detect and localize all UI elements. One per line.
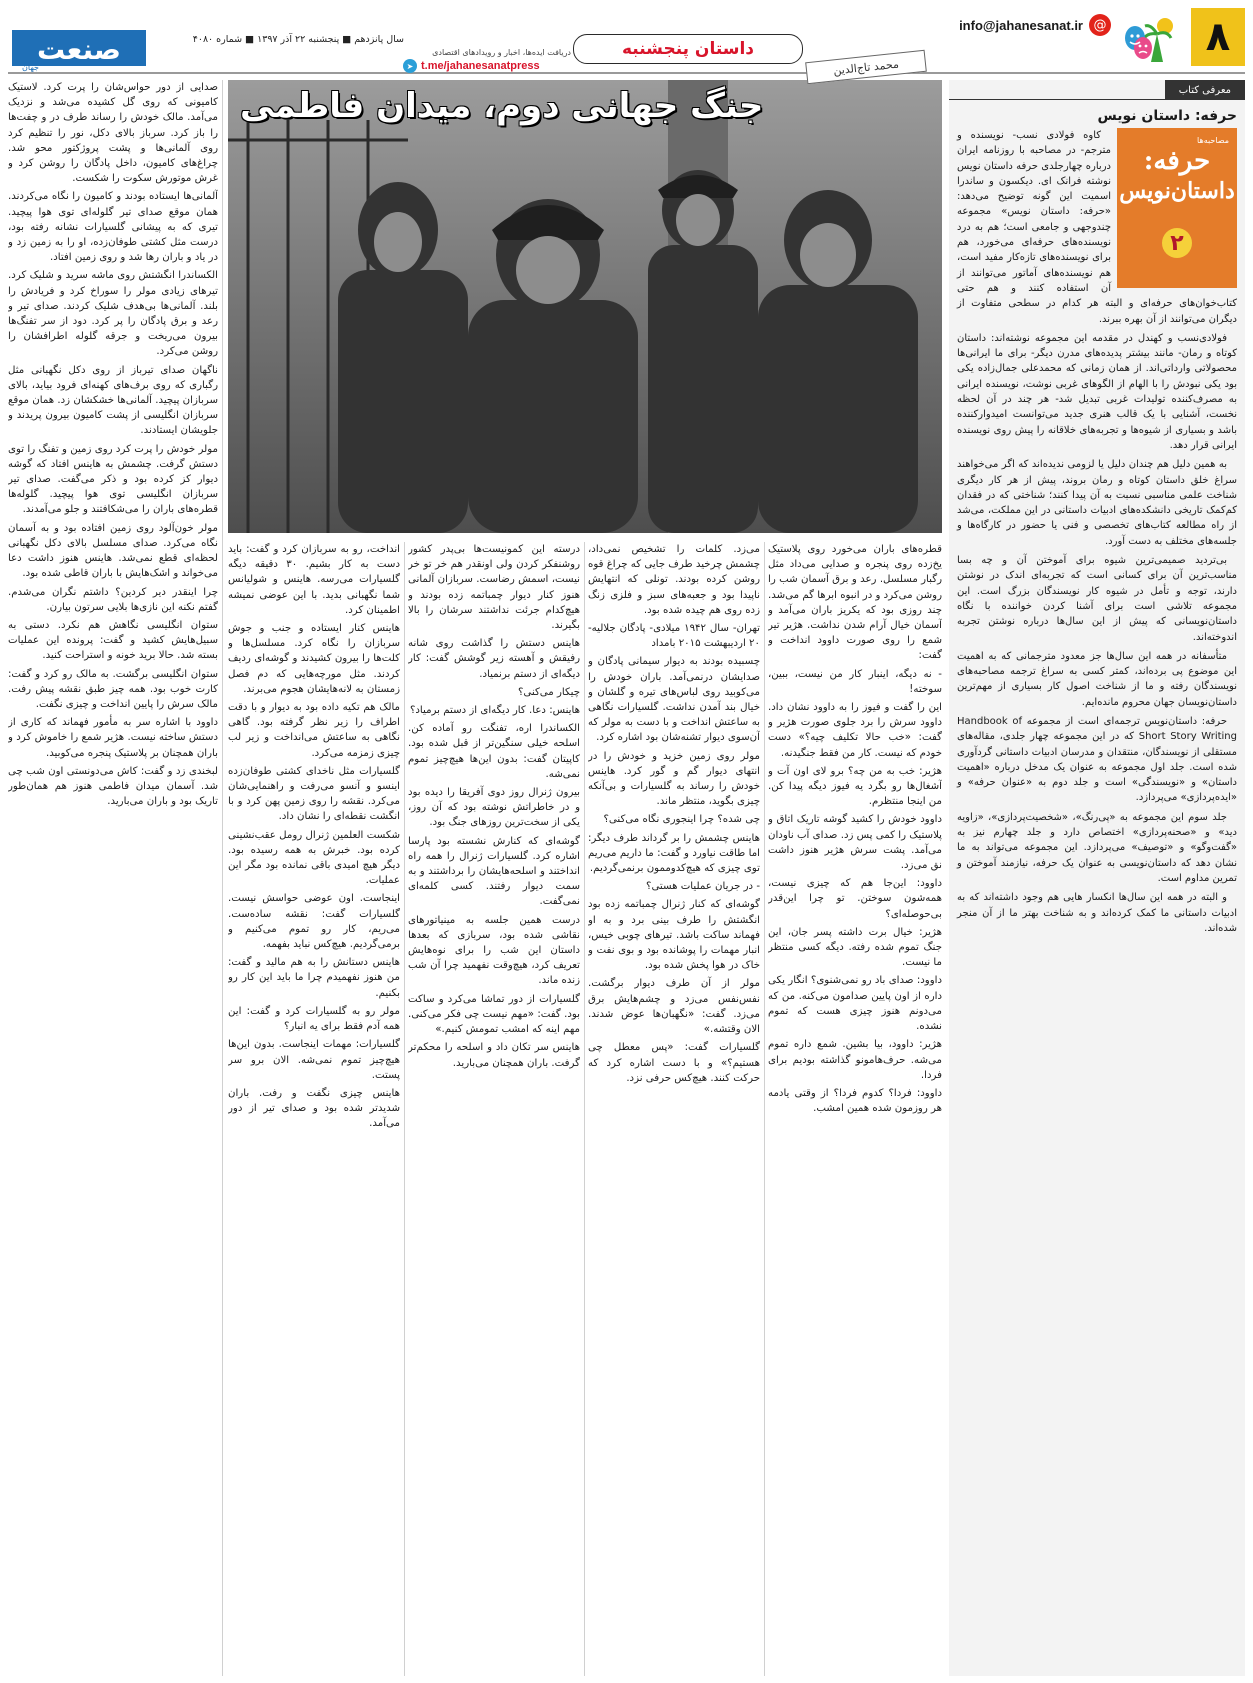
- article-paragraph: گلسیارات مثل ناخدای کشتی طوفان‌زده اینسو و آنسو می‌رفت و راهنمایی‌شان می‌کرد. نقشه را روی زمین پهن کرد و با انگشت نقطه‌ای را نشان داد.: [228, 765, 400, 823]
- sidebar-rule: [949, 99, 1245, 100]
- issue-info: سال پانزدهم ■ پنجشنبه ۲۲ آذر ۱۳۹۷ ■ شماره ۴۰۸۰: [192, 34, 404, 45]
- article-paragraph: شکست العلمین ژنرال رومل عقب‌نشینی کرده بود. خبرش به همه رسیده بود. دیگر هیچ امیدی باقی نمانده بود مگر این عملیات.: [228, 829, 400, 887]
- telegram-block[interactable]: [403, 48, 571, 73]
- article-paragraph: هژیر: خب به من چه؟ برو لای اون آت و آشغال‌ها رو بگرد یه فیوز دیگه پیدا کن. من اینجا منتظرم.: [768, 765, 942, 808]
- article-paragraph: هاینس سر تکان داد و اسلحه را محکم‌تر گرفت. باران همچنان می‌بارید.: [408, 1042, 580, 1069]
- article-paragraph: الکساندرا انگشتش روی ماشه سرید و شلیک کرد. تیرهای زیادی مولر را سوراخ کرد و فریادش را بلند. آلمانی‌ها بی‌هدف شلیک کردند. صدای تیر و رعد و برق پادگان را پر کرد. دود از سر تفنگ‌ها بیرون می‌ریخت و جرقه گلوله اطرافشان را روشن می‌کرد.: [8, 270, 218, 358]
- article-paragraph: - در جریان عملیات هستی؟: [646, 881, 760, 893]
- column-divider: [222, 80, 223, 1676]
- sidebar-title: حرفه: داستان نویس: [1097, 108, 1237, 124]
- article-paragraph: مولر خودش را پرت کرد روی زمین و تفنگ را توی دستش گرفت. چشمش به هاینس افتاد که گوشه دیوار کز کرده بود و ذکر می‌گفت. صدای تیر سربازان انگلیسی توی هوا پیچید. گلوله‌ها قطره‌های باران را می‌شکافتند و جلو می‌آمدند.: [8, 443, 218, 516]
- article-paragraph: انداخت، رو به سربازان کرد و گفت: باید دست به کار بشیم. ۳۰ دقیقه دیگه گلسیارات می‌رسه. هاینس و شولیانس شما نگهبانی بدید. با این عوضی نمیشه اطمینان کرد.: [228, 544, 400, 616]
- sidebar-paragraph: جلد سوم این مجموعه به «پی‌رنگ»، «شخصیت‌پردازی»، «زاویه دید» و «صحنه‌پردازی» اختصاص دارد و جلد چهارم نیز به «گفت‌وگو» و «توصیف» می‌پردازد. این مجموعه می‌تواند به ما نشان دهد که داستان‌نویسی به عنوان یک حرفه، نیازمند آموختن و تمرین مداوم است.: [957, 811, 1237, 884]
- book-cover-title-2: داستان‌نویس: [1119, 178, 1235, 204]
- article-paragraph: داوود خودش را کشید گوشه تاریک اتاق و پلاستیک را کمی پس زد. صدای آب ناودان می‌آمد. پشت سرش هژیر هنوز داشت نق می‌زد.: [768, 814, 942, 872]
- article-paragraph: چرا اینقدر دیر کردین؟ داشتم نگران می‌شدم. گفتم نکنه این نازی‌ها بلایی سرتون بیارن.: [8, 586, 218, 613]
- article-paragraph: - نه دیگه، اینبار کار من نیست، ببین، سوخته!: [768, 668, 942, 695]
- article-paragraph: گوشه‌ای که کنارش نشسته بود پارسا اشاره کرد. گلسیارات ژنرال را همه راه انداختند و اسلحه‌هایشان را برداشتند و به سمت دیوار رفتند. کسی کلمه‌ای نمی‌گفت.: [408, 835, 580, 908]
- sidebar-paragraph: به همین دلیل هم چندان دلیل یا لزومی ندیده‌اند که اگر می‌خواهند سراغ خلق داستان کوتاه و رمان بروند، پیش از هر کار دیگری شناخت علمی مناسبی نسبت به آن پیدا کنند؛ شناختی که در فقدان کم‌کمک تاریخی دانشکده‌های ادبیات داستانی در این مملکت، می‌شد از راه مطالعه کتاب‌های تخصصی و فنی یا حضور در کارگاه‌ها و جلسه‌های مختلف به دست آورد.: [957, 459, 1237, 547]
- svg-text:صنعت: صنعت: [37, 33, 121, 66]
- article-paragraph: این را گفت و فیوز را به داوود نشان داد. داوود سرش را برد جلوی صورت هژیر و گفت: «خب حالا تکلیف چیه؟» دست خودم که نیست. کار من فقط جنگیدنه.: [768, 702, 942, 759]
- section-title: داستان پنجشنبه: [573, 34, 803, 64]
- article-paragraph: قطره‌های باران می‌خورد روی پلاستیک یخ‌زده روی پنجره و صدایی می‌داد مثل رگبار مسلسل. رعد و برق آسمان شب را روشن می‌کرد و در انبوه ابرها گم می‌شد. چند روزی بود که یکریز باران می‌آمد و آسمان خیال آرام شدن نداشت. هژیر تیر شمع را روی صورت داوود انداخت و گفت:: [768, 544, 942, 662]
- book-cover-title-1: حرفه:: [1143, 146, 1211, 176]
- article-paragraph: هاینس کنار ایستاده و جنب و جوش سربازان را نگاه کرد. مسلسل‌ها و کلت‌ها را بیرون کشیدند و گوشه‌ای ردیف کردند. مثل مورچه‌هایی که دم فصل زمستان به لانه‌هایشان هجوم می‌برند.: [228, 623, 400, 695]
- article-paragraph: مولر از آن طرف دیوار برگشت. نفس‌نفس می‌زد و چشم‌هایش برق می‌زد. گفت: «نگهبان‌ها عوض شدند. الان وقتشه.»: [588, 978, 760, 1036]
- email-contact[interactable]: [959, 14, 1111, 36]
- article-paragraph: گلسیارات گفت: «پس معطل چی هستیم؟» و با دست اشاره کرد که حرکت کنند. هیچ‌کس حرفی نزد.: [588, 1042, 760, 1084]
- article-paragraph: هاینس دستش را گذاشت روی شانه رفیقش و آهسته زیر گوشش گفت: کار دیگه‌ای از دستم برنمیاد.: [408, 638, 580, 680]
- telegram-icon: ➤: [403, 59, 417, 73]
- email-address[interactable]: info@jahanesanat.ir: [959, 17, 1083, 33]
- sidebar-paragraph: کاوه فولادی نسب- نویسنده و مترجم- در مصاحبه با روزنامه ایران درباره چهارجلدی حرفه داستان نویس نوشته فرانک ای. دیکسون و ساندرا اسمیت این گونه توضیح می‌دهد: «حرفه: داستان نویس» مجموعه چندوجهی و جامعی است؛ هم به درد نویسنده‌های حرفه‌ای می‌خورد، هم برای نویسنده‌های تازه‌کار مفید است، هم نویسنده‌های آماتور می‌توانند از آن استفاده کنند و هم حتی کتاب‌خوان‌های حرفه‌ای و البته هر کدام در سطحی متفاوت از دیگران می‌توانند از آن بهره ببرند.: [957, 130, 1237, 325]
- page-number: ۸: [1191, 8, 1245, 66]
- article-paragraph: گلسیارات از دور تماشا می‌کرد و ساکت بود. گفت: «مهم نیست چی فکر می‌کنی. مهم اینه که امشب تمومش کنیم.»: [408, 993, 580, 1036]
- column-divider: [584, 542, 585, 1676]
- sidebar-tab: معرفی کتاب: [1165, 80, 1245, 100]
- article-paragraph: داوود: صدای باد رو نمی‌شنوی؟ انگار یکی داره از اون پایین صدامون می‌کنه. من که می‌دونم هنوز چیزی هست که تموم نشده.: [768, 975, 942, 1033]
- article-column-left: [8, 80, 218, 1676]
- article-paragraph: ستوان انگلیسی نگاهش هم نکرد. دستی به سبیل‌هایش کشید و گفت: پرونده این عملیات بسته شد. حالا برید خونه و استراحت کنید.: [8, 619, 218, 662]
- article-paragraph: داوود با اشاره سر به مأمور فهماند که کاری از دستش ساخته نیست. هژیر شمع را خاموش کرد و باران همچنان بر پلاستیک پنجره می‌کوبید.: [8, 717, 218, 759]
- article-paragraph: هژیر: خیال برت داشته پسر جان، این جنگ تموم شده رفته. دیگه کسی منتظر ما نیست.: [768, 926, 942, 969]
- telegram-link[interactable]: t.me/jahanesanatpress: [421, 60, 540, 72]
- telegram-note: دریافت ایده‌ها، اخبار و رویدادهای اقتصادی: [432, 48, 571, 57]
- book-review-sidebar: [949, 80, 1245, 1676]
- sidebar-paragraph: حرفه: داستان‌نویس ترجمه‌ای است از مجموعه Handbook of Short Story Writing که در این مجموعه چهار جلدی، مقاله‌های مستقلی از نویسندگان، منتقدان و مدرسان ادبیات داستانی گردآوری شده است. جلد اول مجموعه به عنوان یک مدخل درباره «اهمیت داستان» و «نویسندگی» است و جلد دوم به «عنوان حرفه» و «ایده‌پردازی» می‌پردازد.: [957, 715, 1237, 804]
- page-header: [8, 8, 1245, 74]
- article-column-1: [768, 542, 942, 1676]
- theater-masks-icon: [1121, 12, 1187, 66]
- article-paragraph: چسبیده بودند به دیوار سیمانی پادگان و صدایشان درنمی‌آمد. باران خودش را می‌کوبید روی لباس‌های تیره و گلشان و خیال بند آمدن نداشت. گلسیارات نگاهی به ساعتش انداخت و با دست به مولر که آن‌سوی دیوار تشنه‌شان بود اشاره کرد.: [588, 656, 760, 744]
- article-paragraph: گلسیارات: مهمات اینجاست. بدون این‌ها هیچ‌چیز تموم نمی‌شه. الان برو سر پستت.: [228, 1039, 400, 1081]
- column-divider: [764, 542, 765, 1676]
- article-paragraph: هاینس چیزی نگفت و رفت. باران شدیدتر شده بود و صدای تیر از دور می‌آمد.: [228, 1087, 400, 1130]
- sidebar-paragraph: فولادی‌نسب و کهندل در مقدمه این مجموعه نوشته‌اند: داستان کوتاه و رمان- مانند بیشتر پدیده‌های مدرن دیگر- برای ما ایرانی‌ها محصولاتی وارداتی‌اند. از همان زمانی که محمدعلی جمال‌زاده یکی بود یکی نبودش را با الهام از الگوهای غربی نوشت، نویسنده ایرانی به مصرف‌کننده تولیدات غربی تبدیل شد- هر چند در آن لحظه نخست، آشنایی با یک قالب هنری جدید می‌توانست امیدوارکننده باشد و بسیاری از شیوه‌ها و تجربه‌های خلاقانه را پیش روی نویسنده ایرانی قرار دهد.: [957, 332, 1237, 451]
- article-paragraph: هاینس: دعا. کار دیگه‌ای از دستم برمیاد؟: [409, 705, 580, 717]
- article-column-4: [228, 542, 400, 1676]
- article-paragraph: هاینس چشمش را بر گرداند طرف دیگر: اما طاقت نیاورد و گفت: ما داریم می‌ریم توی چیزی که هیچ‌کدوممون برنمی‌گردیم.: [588, 832, 760, 875]
- article-paragraph: مولر رو به گلسیارات کرد و گفت: این همه آدم فقط برای یه انبار؟: [228, 1005, 400, 1033]
- article-paragraph: داوود: فردا؟ کدوم فردا؟ از وقتی یادمه هر روزمون شده همین امشب.: [768, 1087, 942, 1115]
- newspaper-logo: [12, 26, 146, 72]
- email-icon: @: [1089, 14, 1111, 36]
- article-paragraph: می‌زد. کلمات را تشخیص نمی‌داد، چشمش چرخید طرف جایی که چراغ قوه روشن کرده بودند. تونلی که انتهایش ناپیدا بود و جعبه‌های سبز و فلزی زنگ زده روی هم چیده شده بود.: [588, 544, 760, 616]
- article-paragraph: مولر روی زمین خزید و خودش را در انتهای دیوار گم و گور کرد. هاینس خودش را رساند به گلسیارات و بی‌آنکه چیزی بگوید، منتظر ماند.: [588, 750, 760, 808]
- article-paragraph: چیکار می‌کنی؟: [517, 686, 580, 698]
- article-paragraph: درست همین جلسه به مینیاتورهای نقاشی شده بود، سربازی که بعدها داستان این شب را برای نوه‌هایش تعریف کرد، هیچ‌وقت نفهمید چرا آن شب زنده ماند.: [408, 914, 580, 987]
- article-paragraph: داوود: این‌جا هم که چیزی نیست، همه‌شون سوختن. تو چرا این‌قدر بی‌حوصله‌ای؟: [768, 878, 942, 920]
- book-cover-number: ۲: [1162, 228, 1192, 258]
- book-cover-top: مصاحبه‌ها: [1197, 136, 1229, 145]
- article-paragraph: الکساندرا اره، تفنگت رو آماده کن. اسلحه خیلی سنگین‌تر از قبل شده بود. کاپیتان گفت: بدون این‌ها هیچ‌چیز تموم نمی‌شه.: [408, 723, 580, 780]
- article-paragraph: چی شده؟ چرا اینجوری نگاه می‌کنی؟: [603, 814, 760, 826]
- article-paragraph: ستوان انگلیسی برگشت. به مالک رو کرد و گفت: کارت خوب بود. همه چیز طبق نقشه پیش رفت. مالک سرش را پایین انداخت و چیزی نگفت.: [8, 668, 218, 710]
- sidebar-paragraph: و البته در همه این سال‌ها انکسار هایی هم وجود داشته‌اند که به ادبیات داستانی ما کمک کرده‌اند و به شناخت بهتر ما از آن منجر شده‌اند.: [957, 892, 1237, 934]
- war-photo: [228, 80, 942, 533]
- article-paragraph: تهران- سال ۱۹۴۲ میلادی- پادگان جلالیه- ۲۰ اردیبهشت ۲۰۱۵ بامداد: [588, 623, 760, 650]
- article-paragraph: لبخندی زد و گفت: کاش می‌دونستی اون شب چی شد. آسمان میدان فاطمی هنوز هم همان‌طور تاریک بود و باران می‌بارید.: [8, 765, 218, 808]
- sidebar-body: [957, 128, 1237, 940]
- article-byline: محمد تاج‌الدین: [805, 50, 927, 84]
- article-column-2: [588, 542, 760, 1676]
- article-paragraph: اینجاست. اون عوضی حواسش نیست. گلسیارات گفت: نقشه ساده‌ست. می‌ریم، کار رو تموم می‌کنیم و برمی‌گردیم. هیچ‌کس نباید بفهمه.: [228, 893, 400, 951]
- article-paragraph: ناگهان صدای تیرباز از روی دکل نگهبانی مثل رگباری که روی برف‌های کهنه‌ای فرود بیاید، بالای سربازان پیچید. آلمانی‌ها خشکشان زد. همان موقع سربازان انگلیسی از پشت کامیون بیرون پریدند و جلویشان ایستادند.: [8, 364, 218, 437]
- article-paragraph: مالک هم تکیه داده بود به دیوار و با دقت اطراف را زیر نظر گرفته بود. گاهی نگاهی به ساعتش می‌انداخت و زیر لب چیزی زمزمه می‌کرد.: [228, 702, 400, 759]
- article-headline: جنگ جهانی دوم، میدان فاطمی: [240, 86, 764, 126]
- article-paragraph: آلمانی‌ها ایستاده بودند و کامیون را نگاه می‌کردند. همان موقع صدای تیر گلوله‌ای توی هوا پیچید. تیری که به پیشانی گلسیارات نشانه رفته بود، درست مثل کشتی طوفان‌زده، او را به زمین زد و در یاد و باران رها شد و روی زمین افتاد.: [8, 191, 218, 264]
- article-paragraph: مولر خون‌آلود روی زمین افتاده بود و به آسمان نگاه می‌کرد. صدای مسلسل بالای دکل نگهبانی لحظه‌ای قطع نمی‌شد. هاینس هنوز داشت دعا می‌خواند و اشک‌هایش با باران قاطی شده بود.: [8, 522, 218, 580]
- svg-text:جهان: جهان: [22, 63, 39, 72]
- article-paragraph: صدایی از دور حواس‌شان را پرت کرد. لاستیک کامیونی که روی گل کشیده می‌شد و نزدیک می‌آمد. مالک خودش را رساند طرف در و چفت‌ها را باز کرد. سرباز بالای دکل، نور را تنظیم کرد روی آلمانی‌ها و پشت پروژکتور محو شد. چراغ‌های کامیون، داخل پادگان را روشن کرد و غرش موتورش سکوت را شکست.: [8, 82, 218, 185]
- column-divider: [404, 542, 405, 1676]
- article-column-3: [408, 542, 580, 1676]
- article-paragraph: هژیر: داوود، بیا بشین. شمع داره تموم می‌شه. حرف‌هامونو گذاشته بودیم برای فردا.: [768, 1039, 942, 1081]
- article-paragraph: بیرون ژنرال روز دوی آفریقا را دیده بود و در خاطراتش نوشته بود که آن روز، یکی از سخت‌ترین روزهای جنگ بود.: [408, 787, 580, 829]
- sidebar-paragraph: بی‌تردید صمیمی‌ترین شیوه برای آموختن آن و چه بسا مناسب‌ترین آن برای کسانی است که تجربه‌ای اندک در نوشتن دارند، توجه و تأمل در شیوه کار نویسندگان بزرگ است. این مجموعه تلاشی است برای آشنا کردن خواننده با نگاه داستان‌نویسانی که پیش از این سال‌ها درباره نوشتن تجربه اندوخته‌اند.: [957, 555, 1237, 643]
- article-paragraph: هاینس دستانش را به هم مالید و گفت: من هنوز نفهمیدم چرا ما باید این کار رو بکنیم.: [228, 957, 400, 999]
- article-paragraph: درسته این کمونیست‌ها بی‌پدر کشور روشنفکر کردن ولی اونقدر هم خر تو خر نیست، اسمش رضاست. سربازان آلمانی هنوز کنار دیوار چمباتمه زده بودند و هیچ‌کدام جرئت نداشتند سرشان را بالا بگیرند.: [408, 544, 580, 632]
- sidebar-paragraph: متأسفانه در همه این سال‌ها جز معدود مترجمانی که به اهمیت این موضوع پی برده‌اند، کمتر کسی به سراغ ترجمه مصاحبه‌های نویسندگان رفته و ما از شناخت اصول کار بسیاری از مهم‌ترین داستان‌نویسان جهان محروم مانده‌ایم.: [957, 650, 1237, 708]
- article-paragraph: گوشه‌ای که کنار ژنرال چمباتمه زده بود انگشتش را طرف بینی برد و به او فهماند ساکت باشد. تیرهای چوبی خیس، انبار مهمات را پوشانده بود و بوی نفت و خاک در هوا پخش شده بود.: [588, 899, 760, 972]
